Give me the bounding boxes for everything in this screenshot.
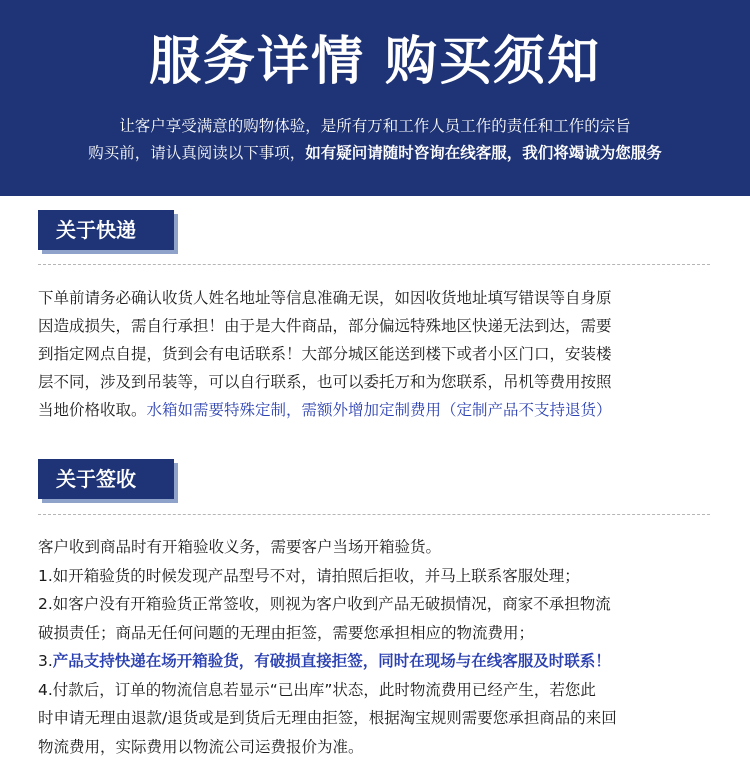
signing-item-1: 1.如开箱验货的时候发现产品型号不对，请拍照后拒收，并马上联系客服处理； <box>38 566 580 585</box>
signing-item-3 <box>38 647 716 676</box>
delivery-last-prefix: 当地价格收取。 <box>38 401 147 419</box>
delivery-line: 层不同，涉及到吊装等，可以自行联系，也可以委托万和为您联系，吊机等费用按照 <box>38 373 612 391</box>
delivery-line: 下单前请务必确认收货人姓名地址等信息准确无误，如因收货地址填写错误等自身原 <box>38 289 612 307</box>
signing-item-2a: 2.如客户没有开箱验货正常签收，则视为客户收到产品无破损情况，商家不承担物流 <box>38 595 611 613</box>
delivery-paragraph <box>38 284 716 424</box>
header-banner <box>0 0 750 196</box>
divider-signing <box>38 514 710 515</box>
signing-item-4b: 时申请无理由退款/退货或是到货后无理由拒签，根据淘宝规则需要您承担商品的来回 <box>38 709 617 727</box>
signing-item-4c: 物流费用，实际费用以物流公司运费报价为准。 <box>38 737 364 756</box>
custom-order-notice: 水箱如需要特殊定制，需额外增加定制费用（定制产品不支持退货） <box>146 401 612 419</box>
delivery-line: 因造成损失，需自行承担！由于是大件商品，部分偏远特殊地区快递无法到达，需要 <box>38 317 612 335</box>
header-line2-bold: 如有疑问请随时咨询在线客服，我们将竭诚为您服务 <box>305 144 662 162</box>
header-line2-prefix: 购买前，请认真阅读以下事项， <box>88 144 306 162</box>
page-title: 服务详情 购买须知 <box>148 32 602 92</box>
signing-paragraph <box>38 533 716 761</box>
signing-item-2b: 破损责任；商品无任何问题的无理由拒签，需要您承担相应的物流费用； <box>38 623 535 642</box>
header-subtitle-line1: 让客户享受满意的购物体验，是所有万和工作人员工作的责任和工作的宗旨 <box>119 117 631 135</box>
header-subtitle-line2 <box>0 142 750 164</box>
section-tab-signing: 关于签收 <box>38 459 174 499</box>
signing-item-4a: 4.付款后，订单的物流信息若显示“已出库”状态，此时物流费用已经产生，若您此 <box>38 680 596 699</box>
delivery-line-last <box>38 396 716 424</box>
section-tab-delivery: 关于快递 <box>38 210 174 250</box>
delivery-line: 到指定网点自提，货到会有电话联系！大部分城区能送到楼下或者小区门口，安装楼 <box>38 345 612 363</box>
signing-item-3-text: 产品支持快递在场开箱验货，有破损直接拒签，同时在现场与在线客服及时联系！ <box>52 652 611 670</box>
divider-delivery <box>38 264 710 265</box>
signing-intro: 客户收到商品时有开箱验收义务，需要客户当场开箱验货。 <box>38 538 442 556</box>
signing-item-3-num: 3. <box>38 652 53 670</box>
